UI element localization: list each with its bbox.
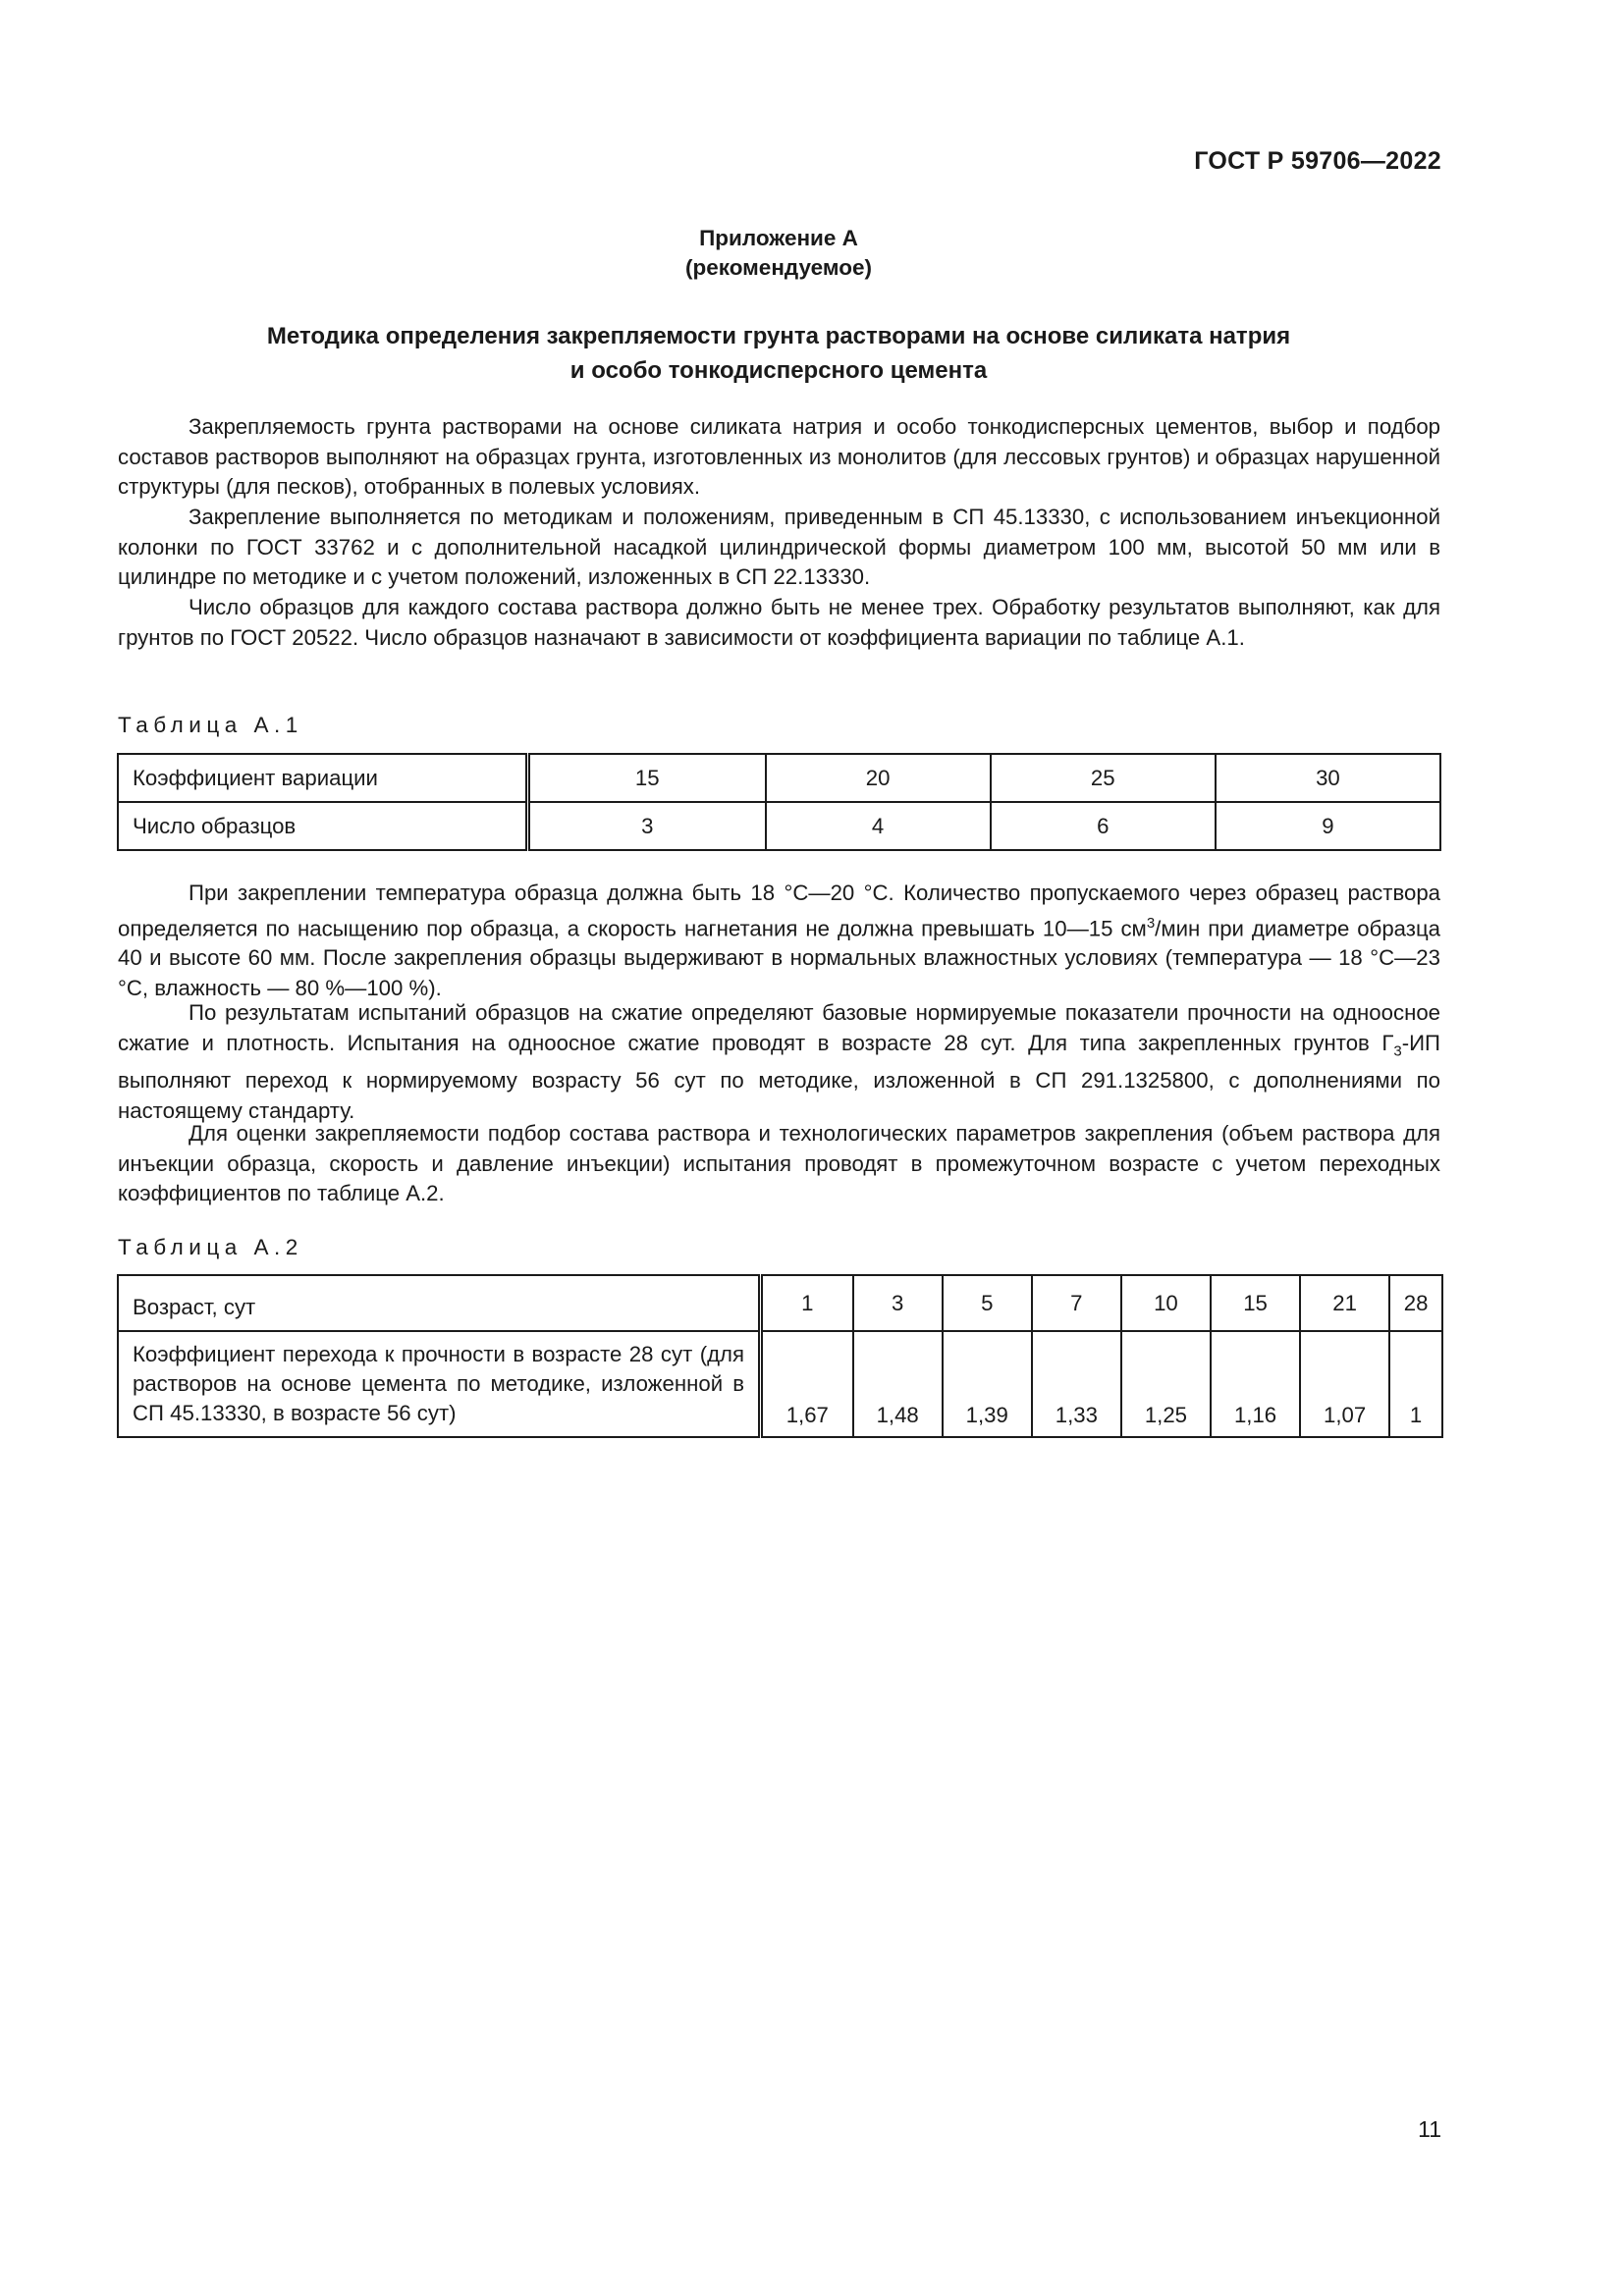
table-a1-cell: 9 [1216,802,1440,850]
table-a2-age-cell: 28 [1389,1275,1442,1331]
table-a1-row-label: Число образцов [118,802,528,850]
table-row [118,1275,1442,1331]
paragraph-4-text-a: При закреплении температура образца должна быть 18 °С—20 °С. Количество пропускаемого через образец раствора определяется по насыщению пор образца, а скорость нагнетания не должна превышать 10—15 см [118,881,1440,940]
paragraph-5-text-b: -ИП выполняют переход к нормируемому возрасту 56 сут по методике, изложенной в СП 291.1325800, с дополнениями по настоящему стандарту. [118,1030,1440,1123]
section-title-line-2: и особо тонкодисперсного цемента [569,357,988,384]
paragraph-4-text-b: /мин при диаметре образца 40 и высоте 60 мм. После закрепления образцы выдерживают в нормальных влажностных условиях (температура — 18 °С—23 °С, влажность — 80 %—100 %). [118,915,1440,1000]
cubic-superscript: 3 [1146,914,1156,932]
table-a1 [117,753,1441,851]
table-a1-cell: 15 [528,754,766,802]
table-a2-age-cell: 15 [1211,1275,1300,1331]
table-a2-age-cell: 5 [943,1275,1032,1331]
table-a2-coef-cell: 1,48 [853,1331,943,1437]
paragraph-2: Закрепление выполняется по методикам и положениям, приведенным в СП 45.13330, с использованием инъекционной колонки по ГОСТ 33762 и с дополнительной насадкой цилиндрической формы диаметром 100 мм, высотой 50 мм или в цилиндре по методике и с учетом положений, изложенных в СП 22.13330. [118,505,1440,589]
table-a2-age-cell: 10 [1121,1275,1211,1331]
table-a2-age-cell: 21 [1300,1275,1389,1331]
table-a1-cell: 30 [1216,754,1440,802]
table-row [118,802,1440,850]
page-number: 11 [1418,2116,1441,2142]
section-title-line-1: Методика определения закрепляемости грунта растворами на основе силиката натрия [266,323,1291,349]
table-a1-cell: 20 [766,754,991,802]
table-a1-cell: 4 [766,802,991,850]
table-a2-caption: Таблица А.2 [118,1235,303,1259]
paragraph-4 [118,879,1440,1003]
table-a2-age-cell: 1 [761,1275,853,1331]
table-a2-coef-cell: 1,16 [1211,1331,1300,1437]
paragraph-3: Число образцов для каждого состава раствора должно быть не менее трех. Обработку результатов выполняют, как для грунтов по ГОСТ 20522. Число образцов назначают в зависимости от коэффициента вариации по таблице А.1. [118,595,1440,650]
soil-type-subscript: 3 [1393,1041,1402,1059]
appendix-status: (рекомендуемое) [685,255,872,280]
paragraph-1: Закрепляемость грунта растворами на основе силиката натрия и особо тонкодисперсных цементов, выбор и подбор составов растворов выполняют на образцах грунта, изготовленных из монолитов (для лессовых грунтов) и образцах нарушенной структуры (для песков), отобранных в полевых условиях. [118,414,1440,499]
document-code: ГОСТ Р 59706—2022 [1194,147,1441,175]
table-a2-head-label: Возраст, сут [118,1275,761,1331]
table-a1-row-label: Коэффициент вариации [118,754,528,802]
section-title [118,319,1439,388]
table-a2-coef-cell: 1,39 [943,1331,1032,1437]
table-a1-cell: 25 [991,754,1216,802]
table-a1-cell: 3 [528,802,766,850]
table-a2-age-cell: 7 [1032,1275,1121,1331]
table-a2-coef-cell: 1,33 [1032,1331,1121,1437]
table-a2-coef-cell: 1,07 [1300,1331,1389,1437]
table-a2-age-cell: 3 [853,1275,943,1331]
table-a1-caption: Таблица А.1 [118,713,303,737]
paragraph-6: Для оценки закрепляемости подбор состава раствора и технологических параметров закрепления (объем раствора для инъекции образца, скорость и давление инъекции) испытания проводят в промежуточном возрасте с учетом переходных коэффициентов по таблице А.2. [118,1121,1440,1205]
paragraph-5 [118,998,1440,1126]
table-row [118,754,1440,802]
appendix-heading [0,224,1557,283]
table-a2-coef-cell: 1,25 [1121,1331,1211,1437]
table-a2-coef-cell: 1 [1389,1331,1442,1437]
paragraph-5-text-a: По результатам испытаний образцов на сжатие определяют базовые нормируемые показатели прочности на одноосное сжатие и плотность. Испытания на одноосное сжатие проводят в возрасте 28 сут. Для типа закрепленных грунтов Г [118,1000,1440,1055]
table-a2 [117,1274,1443,1438]
table-row [118,1331,1442,1437]
table-a1-cell: 6 [991,802,1216,850]
table-a2-coef-label: Коэффициент перехода к прочности в возрасте 28 сут (для растворов на основе цемента по методике, изложенной в СП 45.13330, в возрасте 56 сут) [118,1331,761,1437]
table-a2-coef-cell: 1,67 [761,1331,853,1437]
appendix-label: Приложение А [699,226,858,250]
